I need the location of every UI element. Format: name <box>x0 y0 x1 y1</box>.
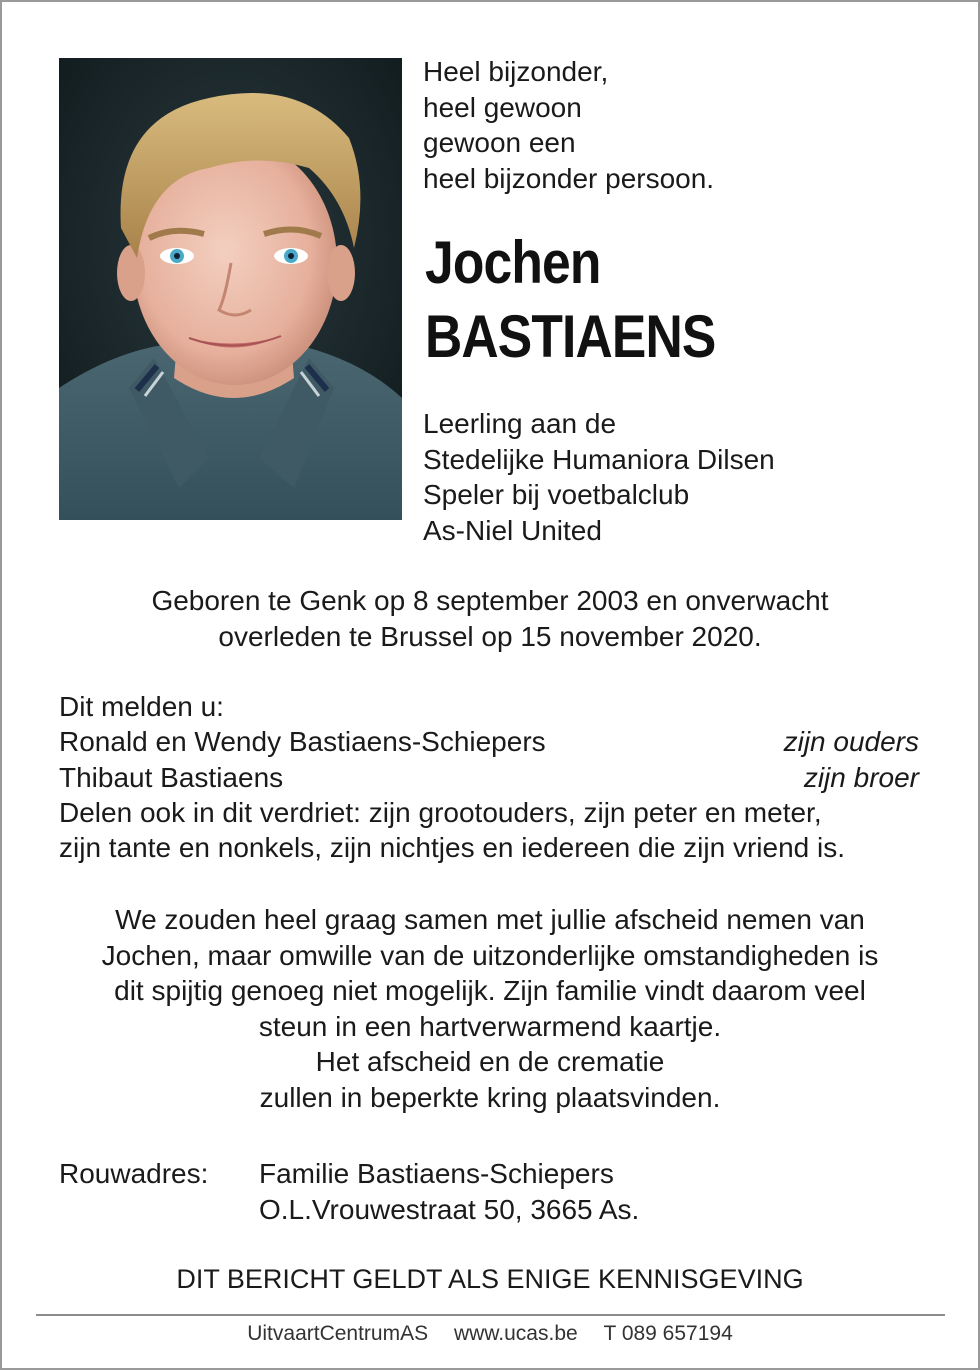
info-line: As-Niel United <box>423 514 602 546</box>
farewell-message <box>40 902 940 1115</box>
footer-company: UitvaartCentrumAS <box>247 1322 429 1345</box>
announcement <box>59 689 919 865</box>
footer-phone: T 089 657194 <box>603 1322 733 1345</box>
announce-intro: Dit melden u: <box>59 691 224 722</box>
info-line: Stedelijke Humaniora Dilsen <box>423 443 775 475</box>
family-relation: zijn ouders <box>783 726 919 758</box>
message-line: zullen in beperkte kring plaatsvinden. <box>259 1081 721 1113</box>
family-name: Thibaut Bastiaens <box>59 761 284 793</box>
info-line: Speler bij voetbalclub <box>423 479 690 510</box>
message-line: Jochen, maar omwille van de uitzonderlijke omstandigheden is <box>101 939 879 971</box>
message-line: steun in een hartverwarmend kaartje. <box>258 1010 722 1042</box>
message-line: Het afscheid en de crematie <box>315 1046 665 1077</box>
birth-line: Geboren te Genk op 8 september 2003 en onverwacht <box>151 585 829 616</box>
family-row <box>59 760 919 795</box>
footer <box>40 1320 940 1348</box>
address-line: O.L.Vrouwestraat 50, 3665 As. <box>259 1193 640 1225</box>
poem <box>423 54 714 196</box>
family-relation: zijn broer <box>803 761 919 793</box>
poem-line: Heel bijzonder, <box>423 56 609 87</box>
death-line: overleden te Brussel op 15 november 2020. <box>218 620 762 652</box>
footer-website[interactable]: www.ucas.be <box>453 1322 578 1345</box>
personal-info <box>423 406 775 548</box>
family-row <box>59 724 919 759</box>
others-line: Delen ook in dit verdriet: zijn grootouders, zijn peter en meter, <box>59 796 822 828</box>
message-line: dit spijtig genoeg niet mogelijk. Zijn familie vindt daarom veel <box>114 975 866 1006</box>
notice-text: DIT BERICHT GELDT ALS ENIGE KENNISGEVING <box>176 1264 804 1294</box>
address-line: Familie Bastiaens-Schiepers <box>259 1158 614 1189</box>
others-line: zijn tante en nonkels, zijn nichtjes en iedereen die zijn vriend is. <box>59 832 846 864</box>
address-label: Rouwadres: <box>59 1158 209 1189</box>
footer-divider <box>36 1314 945 1316</box>
birth-death-statement <box>40 583 940 654</box>
poem-line: heel gewoon <box>423 91 582 123</box>
poem-line: heel bijzonder persoon. <box>423 162 715 194</box>
portrait-photo <box>59 58 402 520</box>
info-line: Leerling aan de <box>423 408 617 439</box>
deceased-name <box>425 226 715 374</box>
poem-line: gewoon een <box>423 127 576 158</box>
family-name: Ronald en Wendy Bastiaens-Schiepers <box>59 726 546 758</box>
message-line: We zouden heel graag samen met jullie afscheid nemen van <box>115 904 865 935</box>
address-lines <box>259 1156 639 1227</box>
last-name: BASTIAENS <box>425 303 716 370</box>
first-name: Jochen <box>425 229 601 296</box>
